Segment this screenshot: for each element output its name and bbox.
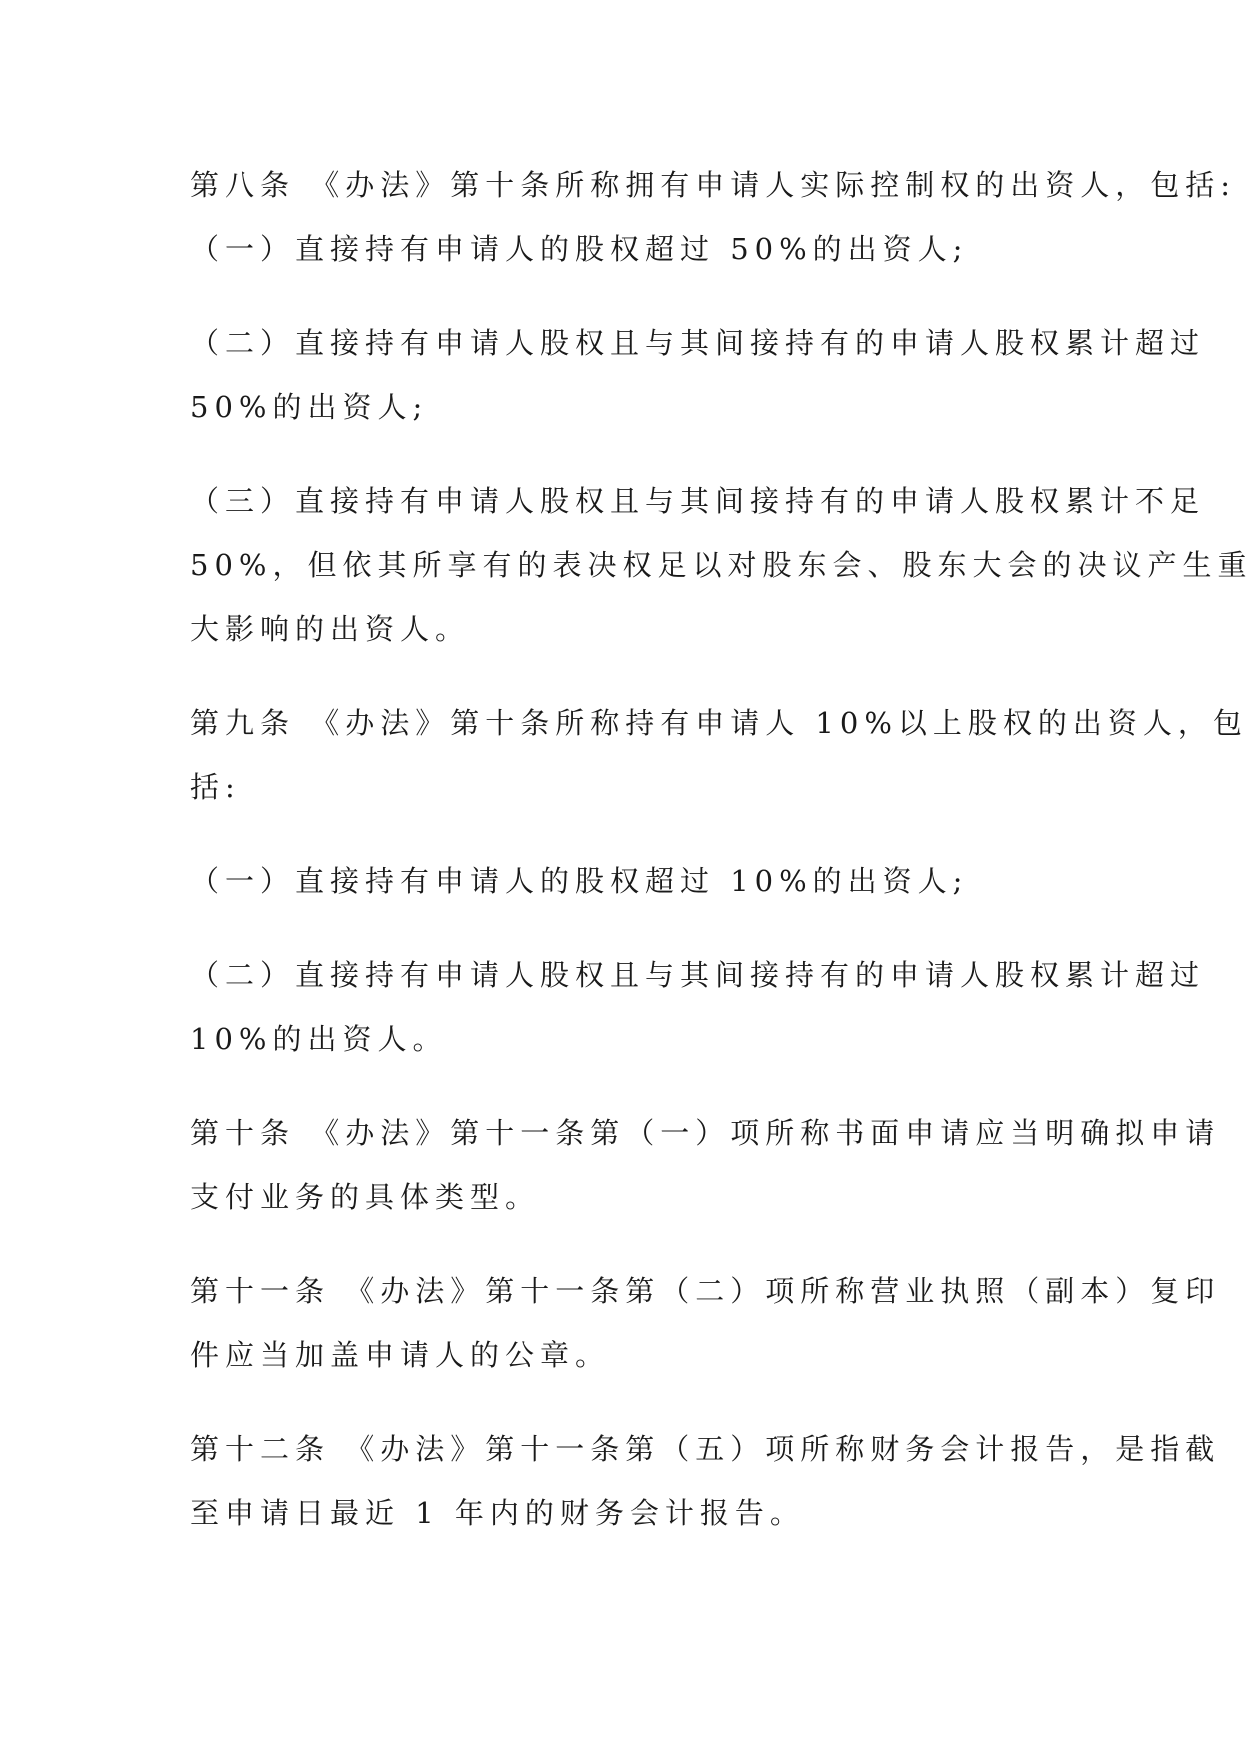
article-12-line-1: 第十二条 《办法》第十一条第（五）项所称财务会计报告，是指截 — [190, 1432, 1221, 1466]
article-8-item-1: （一）直接持有申请人的股权超过 50%的出资人; — [190, 232, 969, 266]
article-12-line-2: 至申请日最近 1 年内的财务会计报告。 — [190, 1496, 805, 1530]
article-9-heading-line-2: 括: — [190, 770, 241, 804]
article-8-item-2-line-1: （二）直接持有申请人股权且与其间接持有的申请人股权累计超过 — [190, 326, 1206, 360]
article-9-heading-line-1: 第九条 《办法》第十条所称持有申请人 10%以上股权的出资人，包 — [190, 706, 1248, 740]
article-10-line-2: 支付业务的具体类型。 — [190, 1180, 541, 1214]
article-8-heading-line: 第八条 《办法》第十条所称拥有申请人实际控制权的出资人，包括: — [190, 168, 1236, 202]
article-9-item-1: （一）直接持有申请人的股权超过 10%的出资人; — [190, 864, 969, 898]
article-11-line-2: 件应当加盖申请人的公章。 — [190, 1338, 611, 1372]
article-9-item-2-line-2: 10%的出资人。 — [190, 1022, 448, 1056]
article-9-item-2-line-1: （二）直接持有申请人股权且与其间接持有的申请人股权累计超过 — [190, 958, 1206, 992]
article-10-line-1: 第十条 《办法》第十一条第（一）项所称书面申请应当明确拟申请 — [190, 1116, 1221, 1150]
article-8-item-3-line-2: 50%，但依其所享有的表决权足以对股东会、股东大会的决议产生重 — [190, 548, 1252, 582]
article-11-line-1: 第十一条 《办法》第十一条第（二）项所称营业执照（副本）复印 — [190, 1274, 1221, 1308]
article-8-item-2-line-2: 50%的出资人; — [190, 390, 429, 424]
article-8-item-3-line-1: （三）直接持有申请人股权且与其间接持有的申请人股权累计不足 — [190, 484, 1206, 518]
article-8-item-3-line-3: 大影响的出资人。 — [190, 612, 471, 646]
